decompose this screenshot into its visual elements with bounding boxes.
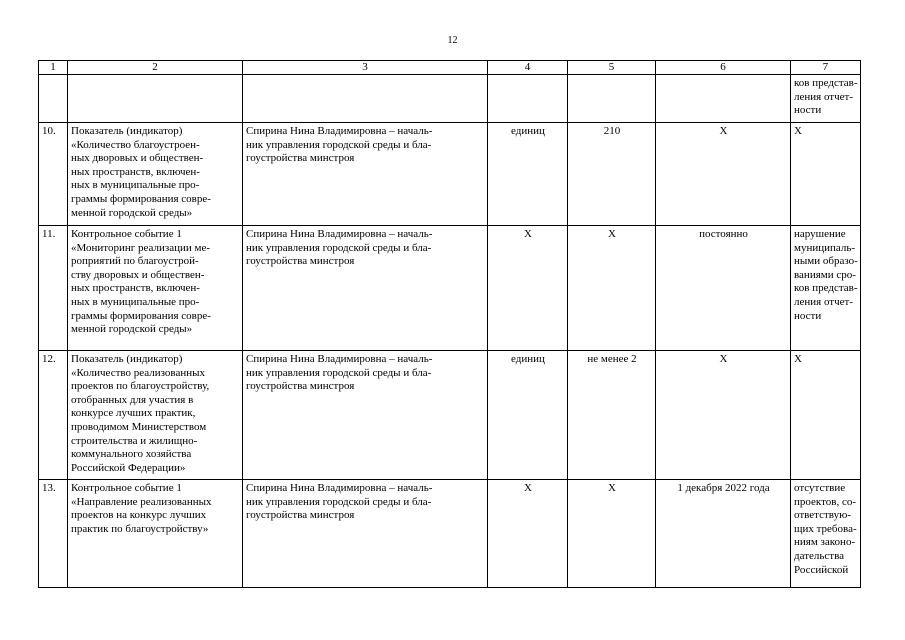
responsible-person-cell — [243, 226, 488, 351]
text-line: нарушение — [794, 228, 846, 240]
text-line: ных пространств, включен- — [71, 282, 200, 295]
table-row — [39, 75, 861, 123]
row-number-cell: 11. — [39, 226, 68, 351]
responsible-person-cell — [243, 351, 488, 480]
risk-cell — [791, 75, 861, 123]
text-line: проводимом Министерством — [71, 420, 207, 433]
text-line: Контрольное событие 1 — [71, 482, 182, 494]
text-line: отсутствие — [794, 482, 846, 494]
value-cell: не менее 2 — [568, 351, 656, 480]
page-number: 12 — [447, 35, 458, 46]
text-line: ответствую- — [794, 509, 852, 522]
row-number-cell: 12. — [39, 351, 68, 480]
deadline-cell: Х — [656, 351, 791, 480]
text-line: ков представ- — [794, 282, 858, 295]
value-cell: Х — [568, 226, 656, 351]
responsible-person-cell — [243, 123, 488, 226]
risk-cell — [791, 123, 861, 226]
deadline-cell: Х — [656, 123, 791, 226]
indicator-name-cell — [68, 480, 243, 588]
unit-cell: единиц — [488, 123, 568, 226]
header-cell: 1 — [39, 61, 68, 75]
header-row — [39, 61, 861, 75]
text-line: «Направление реализованных — [71, 495, 212, 508]
text-line: Контрольное событие 1 — [71, 228, 182, 240]
text-line: ности — [794, 104, 822, 117]
text-line: Показатель (индикатор) — [71, 125, 183, 137]
table-row — [39, 123, 861, 226]
text-line: практик по благоустройству» — [71, 522, 209, 535]
text-line: коммунального хозяйства — [71, 448, 192, 461]
text-line: гоустройства минстроя — [246, 380, 355, 393]
table-row — [39, 351, 861, 480]
text-line: ления отчет- — [794, 295, 854, 308]
unit-cell — [488, 75, 568, 123]
text-line: Показатель (индикатор) — [71, 353, 183, 365]
deadline-cell: постоянно — [656, 226, 791, 351]
text-line: Спирина Нина Владимировна – началь- — [246, 353, 433, 365]
text-line: ными образо- — [794, 255, 858, 268]
text-line: конкурсе лучших практик, — [71, 407, 196, 420]
text-line: дательства — [794, 549, 845, 562]
text-line: «Мониторинг реализации ме- — [71, 241, 210, 254]
risk-cell — [791, 480, 861, 588]
text-line: ления отчет- — [794, 90, 854, 103]
header-cell: 4 — [488, 61, 568, 75]
header-cell: 6 — [656, 61, 791, 75]
text-line: «Количество благоустроен- — [71, 138, 200, 151]
text-line: Х — [794, 125, 802, 137]
text-line: щих требова- — [794, 522, 857, 535]
header-cell: 2 — [68, 61, 243, 75]
text-line: ству дворовых и обществен- — [71, 268, 205, 281]
header-cell: 7 — [791, 61, 861, 75]
text-line: роприятий по благоустрой- — [71, 255, 199, 268]
table-row — [39, 480, 861, 588]
text-line: проектов по благоустройству, — [71, 380, 210, 393]
text-line: ков представ- — [794, 77, 858, 89]
text-line: Спирина Нина Владимировна – началь- — [246, 482, 433, 494]
unit-cell: Х — [488, 480, 568, 588]
text-line: ник управления городской среды и бла- — [246, 495, 432, 508]
text-line: строительства и жилищно- — [71, 434, 198, 447]
text-line: гоустройства минстроя — [246, 152, 355, 165]
row-number-cell — [39, 75, 68, 123]
indicator-name-cell — [68, 226, 243, 351]
row-number-cell: 10. — [39, 123, 68, 226]
indicator-name-cell — [68, 351, 243, 480]
text-line: гоустройства минстроя — [246, 255, 355, 268]
row-number-cell: 13. — [39, 480, 68, 588]
text-line: ваниями сро- — [794, 268, 856, 281]
unit-cell: Х — [488, 226, 568, 351]
text-line: ных пространств, включен- — [71, 165, 200, 178]
responsible-person-cell — [243, 75, 488, 123]
text-line: проектов на конкурс лучших — [71, 509, 207, 522]
text-line: ниям законо- — [794, 536, 856, 549]
text-line: проектов, со- — [794, 495, 857, 508]
text-line: ных в муниципальные про- — [71, 179, 200, 192]
table-row — [39, 226, 861, 351]
header-cell: 3 — [243, 61, 488, 75]
indicator-name-cell — [68, 75, 243, 123]
risk-cell — [791, 351, 861, 480]
deadline-cell — [656, 75, 791, 123]
unit-cell: единиц — [488, 351, 568, 480]
text-line: отобранных для участия в — [71, 393, 194, 406]
risk-cell — [791, 226, 861, 351]
text-line: менной городской среды» — [71, 206, 193, 219]
text-line: «Количество реализованных — [71, 366, 206, 379]
text-line: ности — [794, 309, 822, 322]
text-line: ных в муниципальные про- — [71, 295, 200, 308]
value-cell: 210 — [568, 123, 656, 226]
text-line: Российской Федерации» — [71, 461, 186, 474]
text-line: ник управления городской среды и бла- — [246, 366, 432, 379]
text-line: гоустройства минстроя — [246, 509, 355, 522]
document-table — [38, 60, 861, 588]
text-line: муниципаль- — [794, 241, 856, 254]
value-cell: Х — [568, 480, 656, 588]
text-line: граммы формирования совре- — [71, 192, 211, 205]
text-line: ник управления городской среды и бла- — [246, 241, 432, 254]
responsible-person-cell — [243, 480, 488, 588]
text-line: менной городской среды» — [71, 323, 193, 336]
text-line: Х — [794, 353, 802, 365]
text-line: Российской — [794, 563, 849, 576]
text-line: граммы формирования совре- — [71, 309, 211, 322]
text-line: ных дворовых и обществен- — [71, 152, 204, 165]
header-cell: 5 — [568, 61, 656, 75]
text-line: Спирина Нина Владимировна – началь- — [246, 228, 433, 240]
text-line: Спирина Нина Владимировна – началь- — [246, 125, 433, 137]
indicator-name-cell — [68, 123, 243, 226]
text-line: ник управления городской среды и бла- — [246, 138, 432, 151]
value-cell — [568, 75, 656, 123]
deadline-cell: 1 декабря 2022 года — [656, 480, 791, 588]
